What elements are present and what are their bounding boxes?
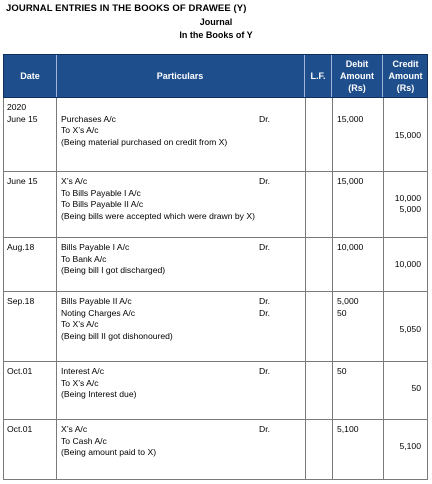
particulars-line: Noting Charges A/c <box>61 307 136 318</box>
journal-entry-row <box>3 238 428 292</box>
particulars-line: To Bills Payable II A/c <box>61 199 144 210</box>
particulars-line: To X’s A/c <box>61 319 99 330</box>
particulars-line: X’s A/c <box>61 424 88 434</box>
credit-amount: 5,100 <box>399 440 421 451</box>
particulars-line: To Cash A/c <box>61 435 107 446</box>
particulars-line: To Bills Payable I A/c <box>61 187 141 198</box>
credit-amount: 15,000 <box>394 130 421 141</box>
column-divider <box>383 362 384 419</box>
column-divider <box>305 420 306 479</box>
debit-amount: 5,000 <box>337 296 359 306</box>
column-divider <box>56 292 57 361</box>
header-date: Date <box>4 55 57 97</box>
particulars-line: To Bank A/c <box>61 253 107 264</box>
entry-date: Oct.01 <box>7 424 33 434</box>
journal-entry-row <box>3 292 428 362</box>
debit-marker: Dr. <box>259 366 270 376</box>
column-divider <box>56 172 57 237</box>
debit-marker: Dr. <box>259 424 270 434</box>
particulars-line: To X’s A/c <box>61 125 99 136</box>
journal-entry-row <box>3 362 428 420</box>
debit-marker: Dr. <box>259 307 270 318</box>
debit-marker: Dr. <box>259 113 270 124</box>
debit-amount: 5,100 <box>337 424 359 434</box>
column-divider <box>332 420 333 479</box>
journal-subtitle: Journal <box>199 17 233 27</box>
particulars-line: Purchases A/c <box>61 113 116 124</box>
column-divider <box>383 420 384 479</box>
entry-date: Oct.01 <box>7 366 33 376</box>
header-credit: Credit Amount (Rs) <box>388 59 423 93</box>
journal-table <box>3 54 428 480</box>
table-header <box>3 54 428 98</box>
column-divider <box>332 98 333 171</box>
column-divider <box>56 98 57 171</box>
books-subtitle: In the Books of Y <box>179 30 253 40</box>
column-divider <box>383 238 384 291</box>
debit-marker: Dr. <box>259 242 270 252</box>
entry-date: Sep.18 <box>7 296 35 306</box>
journal-entry-row <box>3 98 428 172</box>
column-divider <box>383 172 384 237</box>
particulars-line: (Being bill II got dishonoured) <box>61 330 173 341</box>
debit-amount: 10,000 <box>337 242 364 252</box>
column-divider <box>332 292 333 361</box>
header-particulars: Particulars <box>56 55 305 97</box>
entry-date: June 15 <box>7 176 38 186</box>
particulars-line: Bills Payable I A/c <box>61 242 130 252</box>
entry-date: 2020 <box>7 102 27 112</box>
credit-amount: 10,000 <box>394 258 421 269</box>
particulars-line: (Being material purchased on credit from X) <box>61 136 228 147</box>
journal-heading: JOURNAL ENTRIES IN THE BOOKS OF DRAWEE (Y) <box>6 3 247 14</box>
entry-date: Aug.18 <box>7 242 35 252</box>
credit-amount: 5,000 <box>399 204 421 215</box>
particulars-line: Interest A/c <box>61 366 104 376</box>
column-divider <box>56 420 57 479</box>
debit-amount: 50 <box>337 366 347 376</box>
column-divider <box>332 172 333 237</box>
header-debit: Debit Amount (Rs) <box>332 55 383 97</box>
column-divider <box>332 362 333 419</box>
journal-entry-row <box>3 420 428 480</box>
column-divider <box>383 98 384 171</box>
particulars-line: Bills Payable II A/c <box>61 296 132 306</box>
header-lf: L.F. <box>305 55 332 97</box>
particulars-line: To X’s A/c <box>61 377 99 388</box>
debit-amount: 50 <box>337 307 347 318</box>
particulars-line: (Being bills were accepted which were drawn by X) <box>61 210 255 221</box>
column-divider <box>56 362 57 419</box>
column-divider <box>56 238 57 291</box>
particulars-line: (Being amount paid to X) <box>61 447 157 458</box>
column-divider <box>305 292 306 361</box>
column-divider <box>305 98 306 171</box>
particulars-line: (Being bill I got discharged) <box>61 265 166 276</box>
debit-marker: Dr. <box>259 176 270 186</box>
entry-date: June 15 <box>7 113 38 124</box>
journal-entry-row <box>3 172 428 238</box>
column-divider <box>305 362 306 419</box>
debit-amount: 15,000 <box>337 113 364 124</box>
credit-amount: 50 <box>411 382 421 393</box>
debit-marker: Dr. <box>259 296 270 306</box>
column-divider <box>332 238 333 291</box>
particulars-line: (Being Interest due) <box>61 389 137 400</box>
column-divider <box>305 172 306 237</box>
credit-amount: 5,050 <box>399 324 421 335</box>
particulars-line: X’s A/c <box>61 176 88 186</box>
column-divider <box>383 292 384 361</box>
column-divider <box>305 238 306 291</box>
credit-amount: 10,000 <box>394 192 421 203</box>
debit-amount: 15,000 <box>337 176 364 186</box>
